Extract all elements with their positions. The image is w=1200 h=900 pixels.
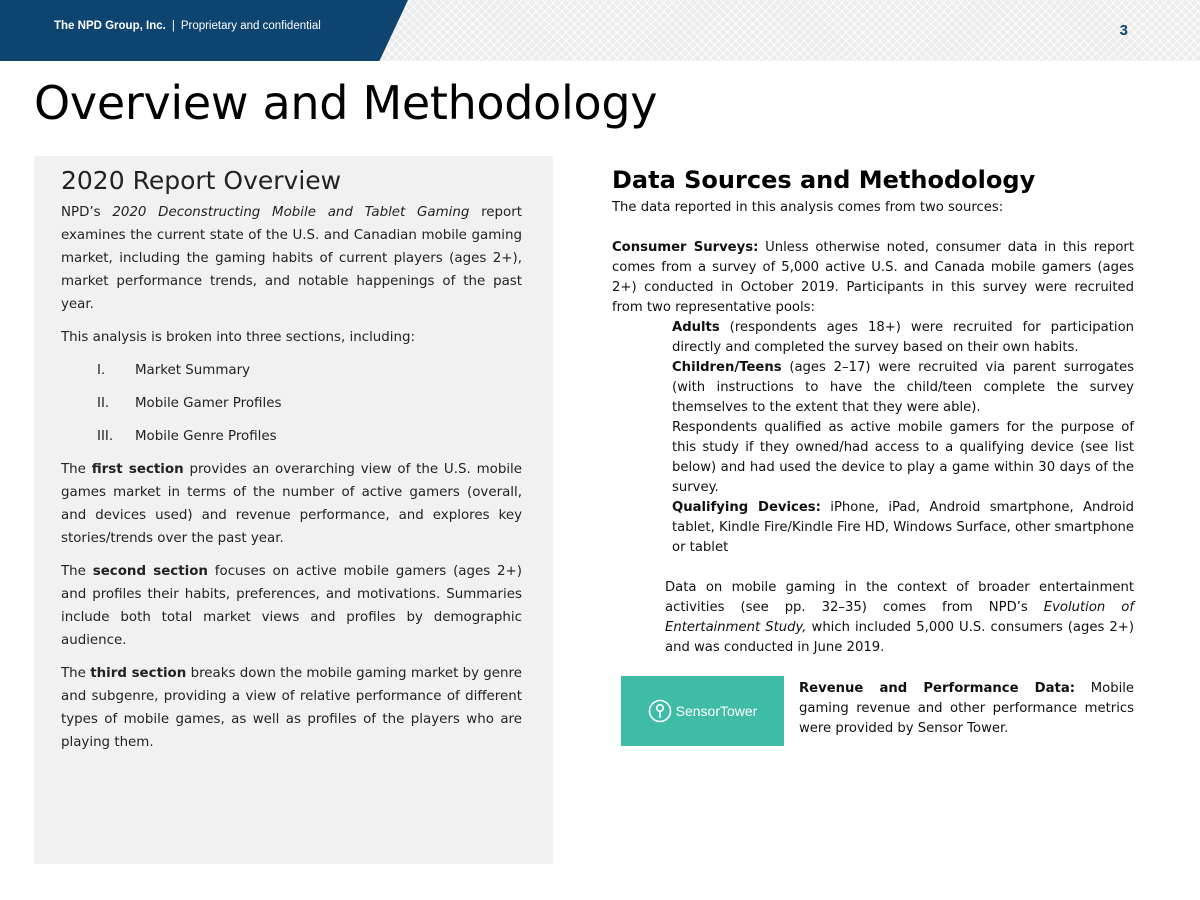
header-text [54,20,321,32]
company-name: The NPD Group, Inc. [54,20,166,32]
revenue-paragraph: Revenue and Performance Data: Mobile gaming revenue and other performance metrics were provided by Sensor Tower. [799,681,1135,736]
list-item: II. Mobile Gamer Profiles [97,396,282,411]
report-overview-heading: 2020 Report Overview [61,166,342,195]
third-section-paragraph: The third section breaks down the mobile gaming market by genre and subgenre, providing a view of relative performance of different types of mobile games, as well as profiles of the players who are playing them. [61,666,522,750]
sections-list [61,359,522,448]
header-separator: | [171,20,175,32]
children-paragraph: Children/Teens (ages 2–17) were recruited via parent surrogates (with instructions to have the child/teen complete the survey themselves to the extent that they were able). [672,360,1134,415]
page-title: Overview and Methodology [34,76,658,130]
revenue-paragraph-wrapper [799,679,1134,739]
adults-paragraph: Adults (respondents ages 18+) were recruited for participation directly and completed the survey based on their own habits. [672,320,1134,355]
page-number: 3 [1119,22,1128,39]
sections-intro: This analysis is broken into three sections, including: [61,330,416,345]
list-item: III. Mobile Genre Profiles [97,429,277,444]
consumer-surveys-paragraph: Consumer Surveys: Unless otherwise noted, consumer data in this report comes from a survey of 5,000 active U.S. and Canada mobile gamers (ages 2+) conducted in October 2019. Participants in this survey were recruited from two representative pools: [612,240,1134,315]
first-section-paragraph: The first section provides an overarching view of the U.S. mobile games market in terms of the number of active gamers (overall, and devices used) and revenue performance, and explores key stories/trends over the past year. [61,462,522,546]
entertainment-paragraph: Data on mobile gaming in the context of broader entertainment activities (see pp. 32–35) comes from NPD’s Evolution of Entertainment Study, which included 5,000 U.S. consumers (ages 2+) and was conducted in June 2019. [665,580,1134,655]
qualified-paragraph: Respondents qualified as active mobile gamers for the purpose of this study if they owned/had access to a qualifying device (see list below) and had used the device to play a game within 30 days of the survey. [672,420,1134,495]
data-sources-intro: The data reported in this analysis comes from two sources: [612,200,1004,215]
list-item: I. Market Summary [97,363,250,378]
qualifying-devices-paragraph: Qualifying Devices: iPhone, iPad, Android smartphone, Android tablet, Kindle Fire/Kindle Fire HD, Windows Surface, other smartphone or tablet [672,500,1134,555]
sensor-tower-logo [621,676,784,746]
sensor-tower-icon [648,699,672,723]
report-overview-panel [34,156,553,864]
data-sources-column [612,166,1134,658]
sensor-tower-wordmark: SensorTower [675,703,758,719]
overview-intro: NPD’s 2020 Deconstructing Mobile and Tablet Gaming report examines the current state of the U.S. and Canadian mobile gaming market, including the gaming habits of current players (ages 2+), market performance trends, and notable happenings of the past year. [61,205,522,312]
report-title-italic: 2020 Deconstructing Mobile and Tablet Gaming [112,205,470,220]
data-sources-heading: Data Sources and Methodology [612,166,1036,194]
confidential-label: Proprietary and confidential [180,20,321,32]
second-section-paragraph: The second section focuses on active mobile gamers (ages 2+) and profiles their habits, preferences, and motivations. Summaries include both total market views and profiles by demographic audience. [61,564,522,648]
